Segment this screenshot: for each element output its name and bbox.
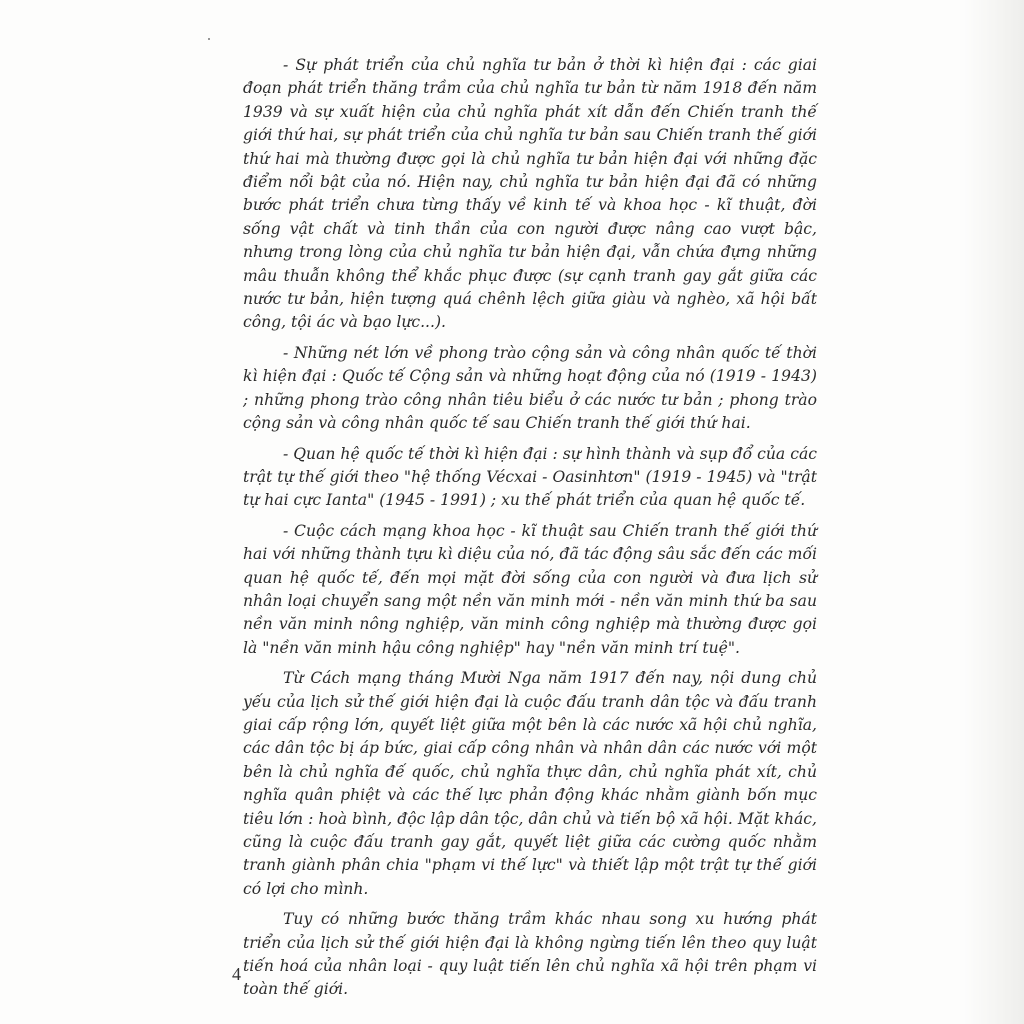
body-text <box>243 54 817 1009</box>
paragraph-communist-movement: - Những nét lớn về phong trào cộng sản và công nhân quốc tế thời kì hiện đại : Quốc tế Cộng sản và những hoạt động của nó (1919 - 1943) ; những phong trào công nhân tiêu biểu ở các nước tư bản ; phong trào cộng sản và công nhân quốc tế sau Chiến tranh thế giới thứ hai. <box>243 343 817 433</box>
paragraph-main-content: Từ Cách mạng tháng Mười Nga năm 1917 đến nay, nội dung chủ yếu của lịch sử thế giới hiện đại là cuộc đấu tranh dân tộc và đấu tranh giai cấp rộng lớn, quyết liệt giữa một bên là các nước xã hội chủ nghĩa, các dân tộc bị áp bức, giai cấp công nhân và nhân dân các nước với một bên là chủ nghĩa đế quốc, chủ nghĩa thực dân, chủ nghĩa phát xít, chủ nghĩa quân phiệt và các thế lực phản động khác nhằm giành bốn mục tiêu lớn : hoà bình, độc lập dân tộc, dân chủ và tiến bộ xã hội. Mặt khác, cũng là cuộc đấu tranh gay gắt, quyết liệt giữa các cường quốc nhằm tranh giành phân chia "phạm vi thế lực" và thiết lập một trật tự thế giới có lợi cho mình. <box>243 669 817 898</box>
scan-speck <box>208 38 210 40</box>
paragraph-science-revolution: - Cuộc cách mạng khoa học - kĩ thuật sau Chiến tranh thế giới thứ hai với những thành tựu kì diệu của nó, đã tác động sâu sắc đến các mối quan hệ quốc tế, đến mọi mặt đời sống của con người và đưa lịch sử nhân loại chuyển sang một nền văn minh mới - nền văn minh thứ ba sau nền văn minh nông nghiệp, văn minh công nghiệp mà thường được gọi là "nền văn minh hậu công nghiệp" hay "nền văn minh trí tuệ". <box>243 521 817 657</box>
paragraph-trend: Tuy có những bước thăng trầm khác nhau song xu hướng phát triển của lịch sử thế giới hiện đại là không ngừng tiến lên theo quy luật tiến hoá của nhân loại - quy luật tiến lên chủ nghĩa xã hội trên phạm vi toàn thế giới. <box>243 910 817 999</box>
paragraph-capitalism-development: - Sự phát triển của chủ nghĩa tư bản ở thời kì hiện đại : các giai đoạn phát triển thăng trầm của chủ nghĩa tư bản từ năm 1918 đến năm 1939 và sự xuất hiện của chủ nghĩa phát xít dẫn đến Chiến tranh thế giới thứ hai, sự phát triển của chủ nghĩa tư bản sau Chiến tranh thế giới thứ hai mà thường được gọi là chủ nghĩa tư bản hiện đại với những đặc điểm nổi bật của nó. Hiện nay, chủ nghĩa tư bản hiện đại đã có những bước phát triển chưa từng thấy về kinh tế và khoa học - kĩ thuật, đời sống vật chất và tinh thần của con người được nâng cao vượt bậc, nhưng trong lòng của chủ nghĩa tư bản hiện đại, vẫn chứa đựng những mâu thuẫn không thể khắc phục được (sự cạnh tranh gay gắt giữa các nước tư bản, hiện tượng quá chênh lệch giữa giàu và nghèo, xã hội bất công, tội ác và bạo lực...). <box>243 56 817 332</box>
page-number: 4 <box>232 964 241 984</box>
page-edge-shadow <box>964 0 1024 1024</box>
paragraph-international-relations: - Quan hệ quốc tế thời kì hiện đại : sự hình thành và sụp đổ của các trật tự thế giới theo "hệ thống Vécxai - Oasinhtơn" (1919 - 1945) và "trật tự hai cực Ianta" (1945 - 1991) ; xu thế phát triển của quan hệ quốc tế. <box>243 444 817 510</box>
